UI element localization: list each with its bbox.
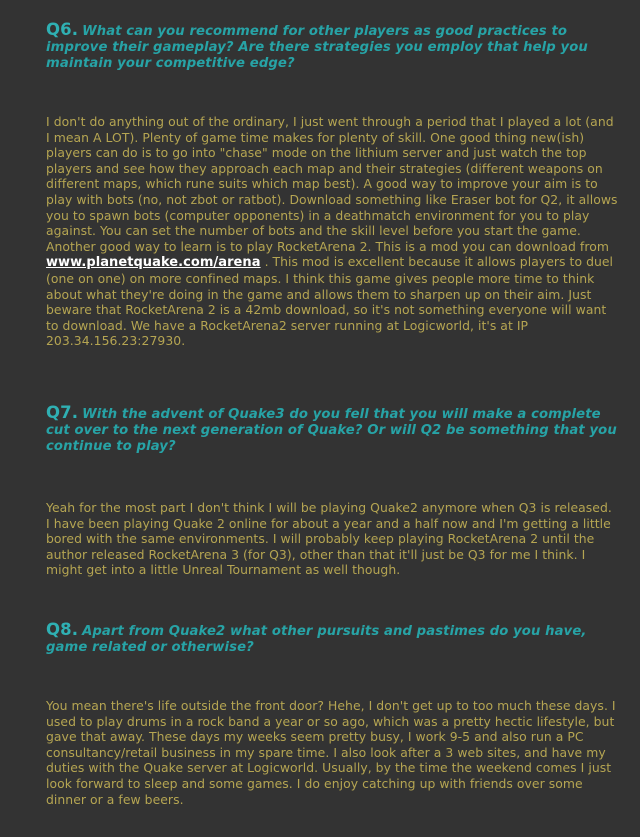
answer-q8	[46, 698, 618, 807]
question-text	[46, 622, 618, 656]
answer-text: Yeah for the most part I don't think I will be playing Quake2 anymore when Q3 is released. I have been playing Quake 2 online for about a year and a half now and I'm getting a little bored with the same environments. I will probably keep playing RocketArena 2 until the author released RocketArena 3 (for Q3), other than that it'll just be Q3 for me I think. I might get into a little Unreal Tournament as well though.	[46, 500, 612, 578]
question-q7	[46, 405, 618, 455]
question-text	[46, 22, 618, 72]
question-number: Q8.	[46, 620, 79, 639]
answer-text: You mean there's life outside the front door? Hehe, I don't get up to too much these days. I used to play drums in a rock band a year or so ago, which was a pretty hectic lifestyle, but gave that away. These days my weeks seem pretty busy, I work 9-5 and also run a PC consultancy/retail business in my spare time. I also look after a 3 web sites, and have my duties with the Quake server at Logicworld. Usually, by the time the weekend comes I just look forward to sleep and some games. I do enjoy catching up with friends over some dinner or a few beers.	[46, 698, 616, 807]
question-text	[46, 405, 618, 455]
question-body: Apart from Quake2 what other pursuits and pastimes do you have, game related or otherwise?	[46, 624, 587, 655]
answer-text	[46, 114, 618, 349]
question-number: Q6.	[46, 20, 79, 39]
answer-q6	[46, 114, 618, 349]
question-body: With the advent of Quake3 do you fell that you will make a complete cut over to the next generation of Quake? Or will Q2 be something that you continue to play?	[46, 407, 617, 454]
answer-body-part2: . This mod is excellent because it allows players to duel (one on one) on more confined maps. I think this game gives people more time to think about what they're doing in the game and allows them to sharpen up on their aim. Just beware that RocketArena 2 is a 42mb download, so it's not something everyone will want to download. We have a RocketArena2 server running at Logicworld, it's at IP 203.34.156.23:27930.	[46, 254, 614, 349]
question-number: Q7.	[46, 403, 79, 422]
planetquake-arena-link[interactable]: www.planetquake.com/arena	[46, 255, 261, 271]
question-q6	[46, 22, 618, 72]
question-body: What can you recommend for other players as good practices to improve their gameplay? Are there strategies you employ that help you maintain your competitive edge?	[46, 24, 588, 71]
question-q8	[46, 622, 618, 656]
answer-body-part1: I don't do anything out of the ordinary, I just went through a period that I played a lot (and I mean A LOT). Plenty of game time makes for plenty of skill. One good thing new(ish) players can do is to go into "chase" mode on the lithium server and just watch the top players and see how they approach each map and their strategies (different weapons on different maps, which rune suits which map best). A good way to improve your aim is to play with bots (no, not zbot or ratbot). Download something like Eraser bot for Q2, it allows you to spawn bots (computer opponents) in a deathmatch environment for you to play against. You can set the number of bots and the skill level before you start the game. Another good way to learn is to play RocketArena 2. This is a mod you can download from	[46, 114, 618, 254]
answer-q7	[46, 500, 618, 578]
